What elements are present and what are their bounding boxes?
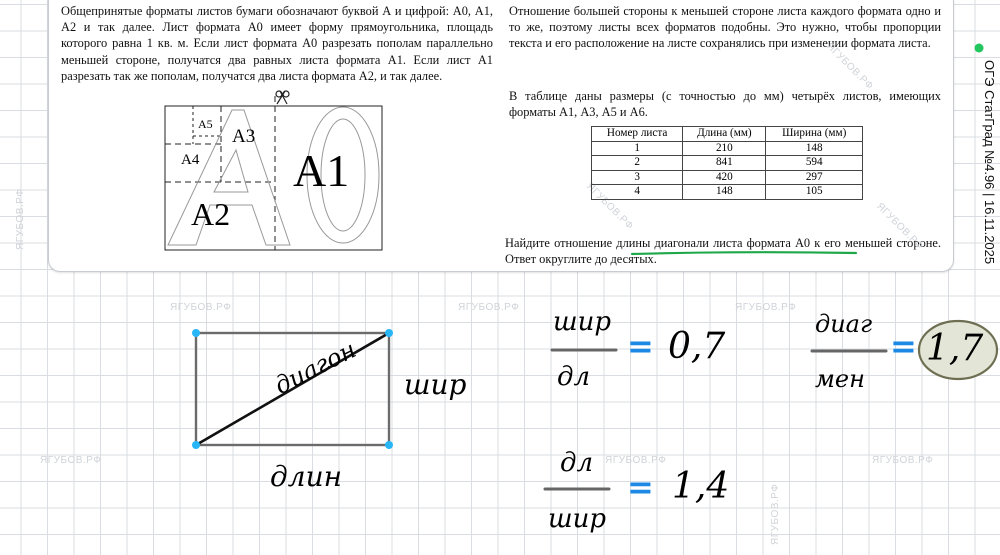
label-a1: А1 (293, 145, 350, 196)
problem-paragraph-3: В таблице даны размеры (с точностью до мм) четырёх листов, имеющих форматы А1, А3, А5 и А6. (509, 89, 941, 120)
fraction3-numerator: дл (560, 448, 594, 478)
watermark: ЯГУБОВ.РФ (584, 180, 636, 233)
fraction3-denominator: шир (548, 504, 607, 534)
watermark: ЯГУБОВ.РФ (770, 483, 781, 545)
watermark: ЯГУБОВ.РФ (40, 455, 102, 466)
width-side-label: шир (404, 368, 467, 401)
sizes-table (591, 126, 863, 200)
table-header-cell: Длина (мм) (683, 127, 766, 142)
table-cell: 3 (592, 170, 683, 185)
fraction2-bar (810, 347, 890, 355)
watermark: ЯГУБОВ.РФ (824, 40, 876, 93)
table-cell: 297 (766, 170, 863, 185)
fraction3-value: 1,4 (672, 466, 730, 507)
problem-paragraph-2: Отношение большей стороны к меньшей стороне листа каждого формата одно и то же, поэтому листы всех форматов подобны. Это нужно, чтобы пропорции текста и его расположение на листе сохранялись при изменении формата листа. (509, 4, 941, 51)
fraction2-value: 1,7 (926, 328, 984, 369)
vertex-dot (385, 329, 393, 337)
table-cell: 1 (592, 141, 683, 156)
label-a5: А5 (198, 117, 213, 131)
side-label (968, 24, 997, 274)
fraction1-value: 0,7 (668, 326, 726, 367)
fraction1-bar (550, 346, 620, 354)
vertex-dot (385, 441, 393, 449)
table-cell: 148 (683, 185, 766, 200)
fraction2-denominator: мен (815, 365, 865, 393)
watermark: ЯГУБОВ.РФ (15, 188, 26, 250)
table-cell: 841 (683, 156, 766, 171)
table-cell: 420 (683, 170, 766, 185)
watermark: ЯГУБОВ.РФ (458, 302, 520, 313)
fraction1-numerator: шир (553, 307, 612, 337)
scissors-icon (276, 91, 289, 104)
status-dot-icon (975, 44, 984, 53)
label-a4: А4 (181, 152, 200, 168)
watermark: ЯГУБОВ.РФ (874, 200, 926, 253)
watermark: ЯГУБОВ.РФ (872, 455, 934, 466)
problem-question: Найдите отношение длины диагонали листа формата А0 к его меньшей стороне. Ответ округлите до десятых. (505, 236, 941, 267)
label-a3: А3 (232, 126, 256, 147)
equals-sign: = (627, 468, 654, 506)
diagonal-label: диагон (270, 335, 361, 400)
fraction3-bar (543, 485, 613, 493)
vertex-dot (192, 329, 200, 337)
table-cell: 4 (592, 185, 683, 200)
watermark: ЯГУБОВ.РФ (170, 302, 232, 313)
watermark: ЯГУБОВ.РФ (605, 455, 667, 466)
fraction1-denominator: дл (557, 362, 591, 392)
table-header-cell: Номер листа (592, 127, 683, 142)
length-side-label: длин (270, 460, 343, 493)
table-cell: 210 (683, 141, 766, 156)
equals-sign: = (890, 327, 917, 365)
question-underline (630, 248, 860, 258)
problem-paragraph-1: Общепринятые форматы листов бумаги обозначают буквой А и цифрой: А0, А1, А2 и так далее. Лист формата А0 имеет форму прямоугольника, площадь которого равна 1 кв. м. Если лист формата А0 разрезать пополам параллельно меньшей стороне, получатся два равных листа формата А1. Если лист А1 разрезать так же пополам, получатся два листа формата А2, и так далее. (61, 4, 493, 83)
table-row (592, 141, 863, 156)
watermark: ЯГУБОВ.РФ (735, 302, 797, 313)
vertex-dot (192, 441, 200, 449)
table-row (592, 170, 863, 185)
equals-sign: = (627, 327, 654, 365)
side-label-text: ОГЭ СтатГрад №4.96 | 16.11.2025 (982, 60, 997, 265)
table-cell: 594 (766, 156, 863, 171)
table-header-cell: Ширина (мм) (766, 127, 863, 142)
fraction2-numerator: диаг (815, 310, 873, 338)
table-row (592, 185, 863, 200)
table-cell: 105 (766, 185, 863, 200)
table-header-row (592, 127, 863, 142)
table-cell: 148 (766, 141, 863, 156)
table-row (592, 156, 863, 171)
label-a2: А2 (191, 196, 231, 232)
table-cell: 2 (592, 156, 683, 171)
